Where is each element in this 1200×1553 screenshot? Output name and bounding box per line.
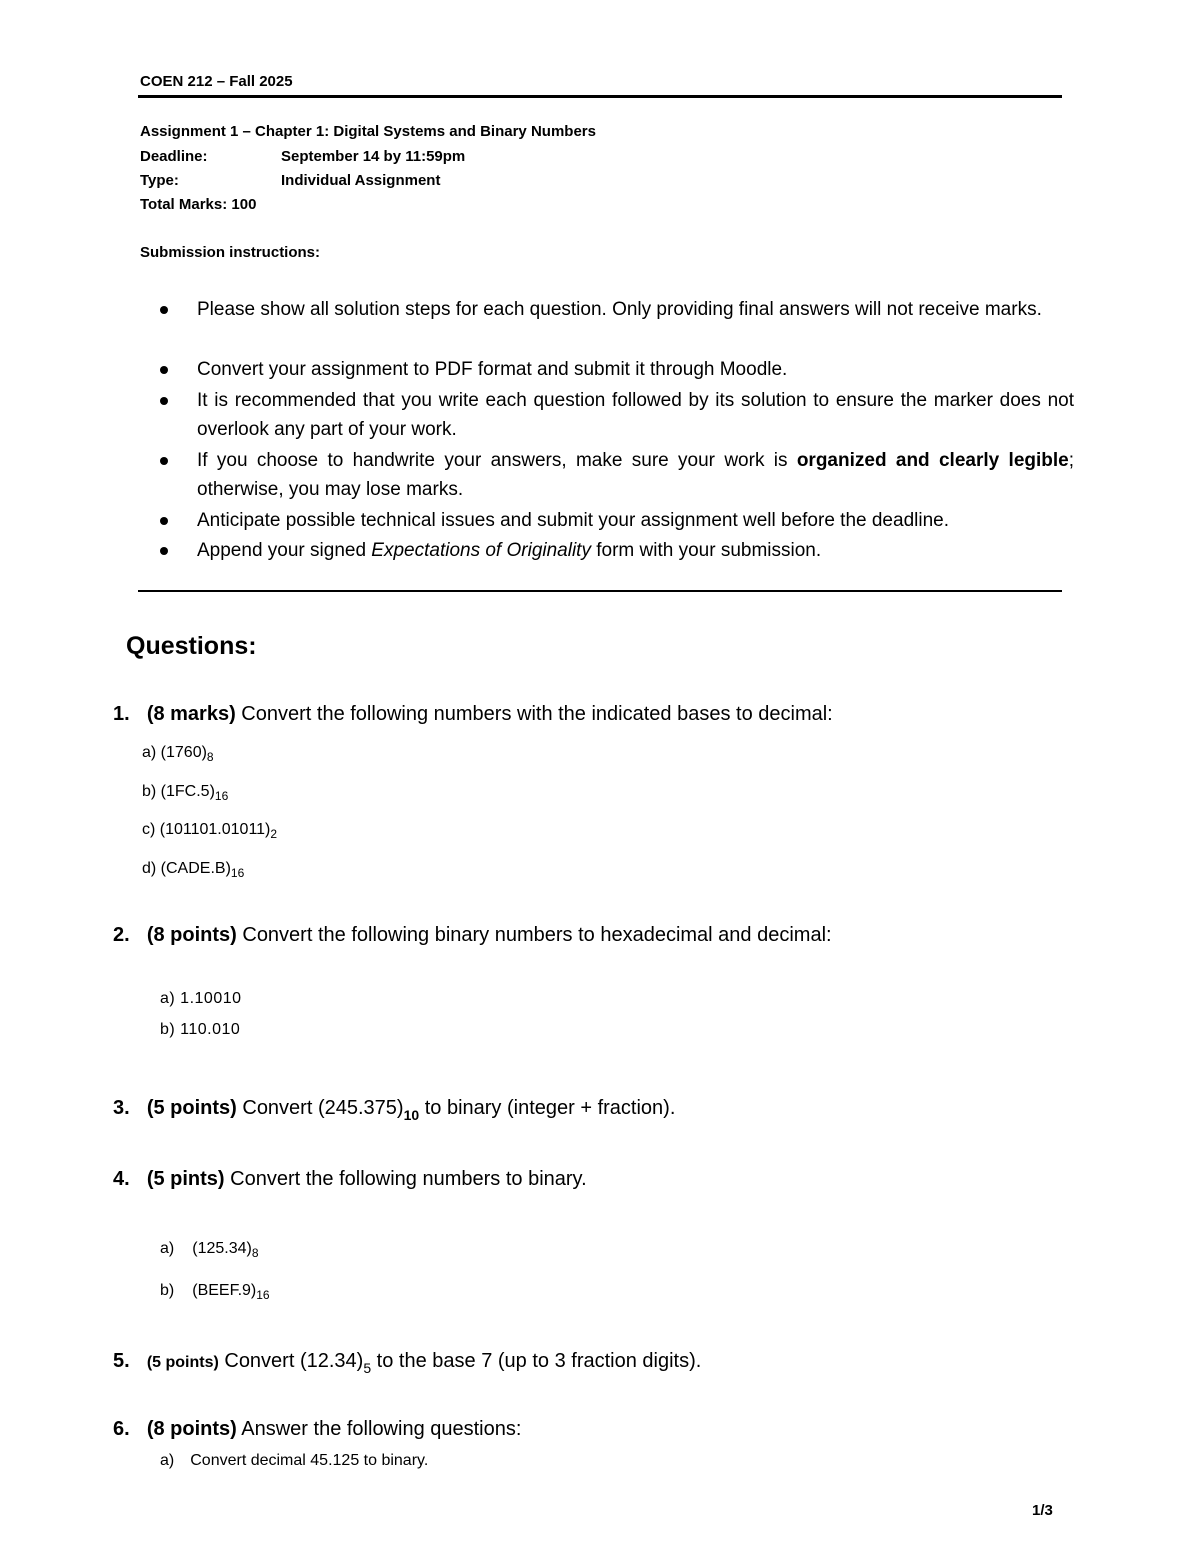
question-5 <box>113 1350 701 1376</box>
submission-heading: Submission instructions: <box>140 244 321 261</box>
questions-heading: Questions: <box>126 632 257 660</box>
header-rule <box>138 95 1062 98</box>
bullet-icon <box>160 517 168 525</box>
base-subscript: 8 <box>251 1246 259 1260</box>
question-text-continued: to the base 7 (up to 3 fraction digits). <box>371 1350 702 1372</box>
q1-part-a: a) $(1760)_8$ <box>142 744 214 764</box>
total-marks: Total Marks: 100 <box>140 196 257 213</box>
bullet-icon <box>160 366 168 374</box>
instruction-item <box>160 355 1074 384</box>
question-1 <box>113 703 833 726</box>
bullet-icon <box>160 547 168 555</box>
base-subscript: 16 <box>256 1288 270 1302</box>
instruction-item <box>160 386 1074 444</box>
type-label: Type: <box>140 172 179 189</box>
question-text: Answer the following questions: <box>236 1418 522 1440</box>
base-subscript: 16 <box>214 789 229 803</box>
instruction-item <box>160 446 1074 504</box>
question-text: Convert (245.375) <box>236 1097 404 1119</box>
section-rule <box>138 590 1062 592</box>
question-marks: (5 points) <box>146 1097 237 1119</box>
question-2 <box>113 924 832 947</box>
question-marks: (8 marks) <box>146 703 236 725</box>
instruction-text: It is recommended that you write each question followed by its solution to ensure the marker does not overlook any part of your work. <box>197 390 1074 440</box>
instruction-text: If you choose to handwrite your answers, make sure your work is organized and clearly legible; otherwise, you may lose marks. <box>197 450 1075 500</box>
q1-part-c: c) $(101101.01011)_2$ <box>142 821 278 841</box>
question-marks: (5 points) <box>146 1354 219 1371</box>
instruction-text: Anticipate possible technical issues and submit your assignment well before the deadline. <box>197 510 949 531</box>
question-text: Convert the following numbers with the indicated bases to decimal: <box>235 703 833 725</box>
deadline-label: Deadline: <box>140 148 208 165</box>
assignment-title: Assignment 1 – Chapter 1: Digital Systems and Binary Numbers <box>140 123 596 140</box>
question-number: 2. <box>113 924 130 946</box>
question-number: 5. <box>113 1350 130 1372</box>
q2-part-a: a) 1.10010 <box>160 990 242 1007</box>
instruction-text: Append your signed Expectations of Originality form with your submission. <box>197 540 822 561</box>
question-6 <box>113 1418 521 1441</box>
q2-part-b: b) 110.010 <box>160 1021 241 1038</box>
question-text: Convert the following numbers to binary. <box>224 1168 587 1190</box>
base-subscript: 8 <box>206 750 214 764</box>
course-header: COEN 212 – Fall 2025 <box>140 73 293 90</box>
base-subscript: 5 <box>363 1360 372 1376</box>
page-number: 1/3 <box>1032 1502 1053 1519</box>
question-number: 6. <box>113 1418 130 1440</box>
question-marks: (8 points) <box>146 1418 237 1440</box>
question-number: 1. <box>113 703 130 725</box>
question-4 <box>113 1168 587 1191</box>
question-marks: (8 points) <box>146 924 237 946</box>
instruction-text: Convert your assignment to PDF format and submit it through Moodle. <box>197 359 788 380</box>
emphasis-text: organized and clearly legible <box>796 450 1069 471</box>
instruction-item <box>160 295 1074 324</box>
q1-part-d: d) $(CADE.B)_{16}$ <box>142 860 245 880</box>
question-number: 3. <box>113 1097 130 1119</box>
q6-part-a: a) Convert decimal 45.125 to binary. <box>160 1452 429 1469</box>
type-value: Individual Assignment <box>281 172 441 189</box>
question-text: Convert (12.34) <box>218 1350 364 1372</box>
base-subscript: 10 <box>403 1107 420 1123</box>
base-subscript: 2 <box>270 827 278 841</box>
instruction-text: Please show all solution steps for each question. Only providing final answers will not receive marks. <box>197 299 1042 320</box>
bullet-icon <box>160 397 168 405</box>
bullet-icon <box>160 306 168 314</box>
form-name: Expectations of Originality <box>371 540 591 561</box>
question-text-continued: to binary (integer + fraction). <box>419 1097 676 1119</box>
instruction-item <box>160 536 1074 565</box>
instruction-item <box>160 506 1074 535</box>
question-3 <box>113 1097 675 1123</box>
deadline-value: September 14 by 11:59pm <box>281 148 466 165</box>
base-subscript: 16 <box>230 866 245 880</box>
q4-part-a: a) $(125.34)_8$ <box>160 1240 259 1260</box>
question-number: 4. <box>113 1168 130 1190</box>
question-marks: (5 pints) <box>146 1168 225 1190</box>
question-text: Convert the following binary numbers to hexadecimal and decimal: <box>236 924 832 946</box>
q4-part-b: b) $(BEEF.9)_{16}$ <box>160 1282 270 1302</box>
q1-part-b: b) $(1FC.5)_{16}$ <box>142 783 229 803</box>
bullet-icon <box>160 457 168 465</box>
